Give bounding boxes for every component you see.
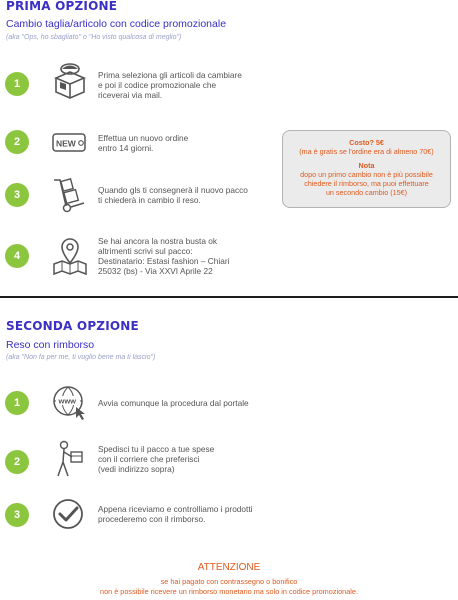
step-line: Quando gls ti consegnerà il nuovo pacco xyxy=(98,185,248,195)
step-line: Spedisci tu il pacco a tue spese xyxy=(98,444,215,454)
section-divider xyxy=(0,296,458,298)
step-line: con il corriere che preferisci xyxy=(98,454,200,464)
attention-line: non è possibile ricevere un rimborso monetario ma solo in codice promozionale. xyxy=(100,586,358,596)
cost-detail: (ma è gratis se l'ordine era di almeno 70€) xyxy=(299,147,434,157)
cost-note-box xyxy=(282,130,451,208)
step-line: ti chiederà in cambio il reso. xyxy=(98,195,201,205)
step-text-1 xyxy=(98,70,242,100)
step-line: Prima seleziona gli articoli da cambiare xyxy=(98,70,242,80)
step-line: riceverai via mail. xyxy=(98,90,163,100)
option1-title: PRIMA OPZIONE xyxy=(6,0,118,13)
step2-number-3: 3 xyxy=(5,503,29,527)
step-text-3 xyxy=(98,185,248,205)
step-line: Effettua un nuovo ordine xyxy=(98,133,189,143)
step-line: entro 14 giorni. xyxy=(98,143,154,153)
step-number-4: 4 xyxy=(5,244,29,268)
note-line: chiedere il rimborso, ma puoi effettuare xyxy=(304,179,429,189)
package-icon xyxy=(52,60,88,102)
step-line: altrimenti scrivi sul pacco: xyxy=(98,246,193,256)
note-line: un secondo cambio (15€) xyxy=(325,188,408,198)
note-line: dopo un primo cambio non è più possibile xyxy=(300,169,433,179)
step-line: e poi il codice promozionale che xyxy=(98,80,217,90)
step-text-4 xyxy=(98,236,229,276)
step2-number-2: 2 xyxy=(5,450,29,474)
note-title: Nota xyxy=(358,160,375,170)
courier-icon xyxy=(54,440,84,478)
option1-aka: (aka "Ops, ho sbagliato" o "Ho visto qualcosa di meglio") xyxy=(6,34,182,41)
step2-text-2 xyxy=(98,444,214,474)
www-badge-text: www xyxy=(58,396,77,406)
step-number-2: 2 xyxy=(5,130,29,154)
option2-title: SECONDA OPZIONE xyxy=(6,319,139,333)
attention-line: se hai pagato con contrassegno o bonifico xyxy=(160,577,298,586)
new-order-icon xyxy=(52,133,88,153)
step-line: Se hai ancora la nostra busta ok xyxy=(98,236,217,246)
step-line: 25032 (bs) - Via XXVI Aprile 22 xyxy=(98,266,213,276)
cost-title: Costo? 5€ xyxy=(349,138,384,147)
globe-www-icon xyxy=(52,385,88,421)
checkmark-icon xyxy=(52,498,84,530)
option2-subtitle: Reso con rimborso xyxy=(6,339,95,351)
step-line: Appena riceviamo e controlliamo i prodotti xyxy=(98,504,253,514)
step-line: Avvia comunque la procedura dal portale xyxy=(98,398,249,408)
new-badge-text: NEW xyxy=(56,138,76,149)
step-line: Destinatario: Estasi fashion – Chiari xyxy=(98,256,230,266)
step-text-2 xyxy=(98,133,188,153)
step-line: procederemo con il rimborso. xyxy=(98,514,206,524)
step2-number-1: 1 xyxy=(5,391,29,415)
hand-truck-icon xyxy=(52,176,86,214)
step2-text-3 xyxy=(98,504,253,524)
step2-text-1 xyxy=(98,398,249,408)
option1-subtitle: Cambio taglia/articolo con codice promozionale xyxy=(6,18,227,30)
step-number-1: 1 xyxy=(5,72,29,96)
step-number-3: 3 xyxy=(5,183,29,207)
option2-aka: (aka "Non fa per me, ti vuglio bene ma ti lascio") xyxy=(6,354,156,361)
attention-title: ATTENZIONE xyxy=(197,562,261,573)
step-line: (vedi indirizzo sopra) xyxy=(98,464,175,474)
attention-text xyxy=(0,577,458,596)
map-pin-icon xyxy=(52,236,88,276)
